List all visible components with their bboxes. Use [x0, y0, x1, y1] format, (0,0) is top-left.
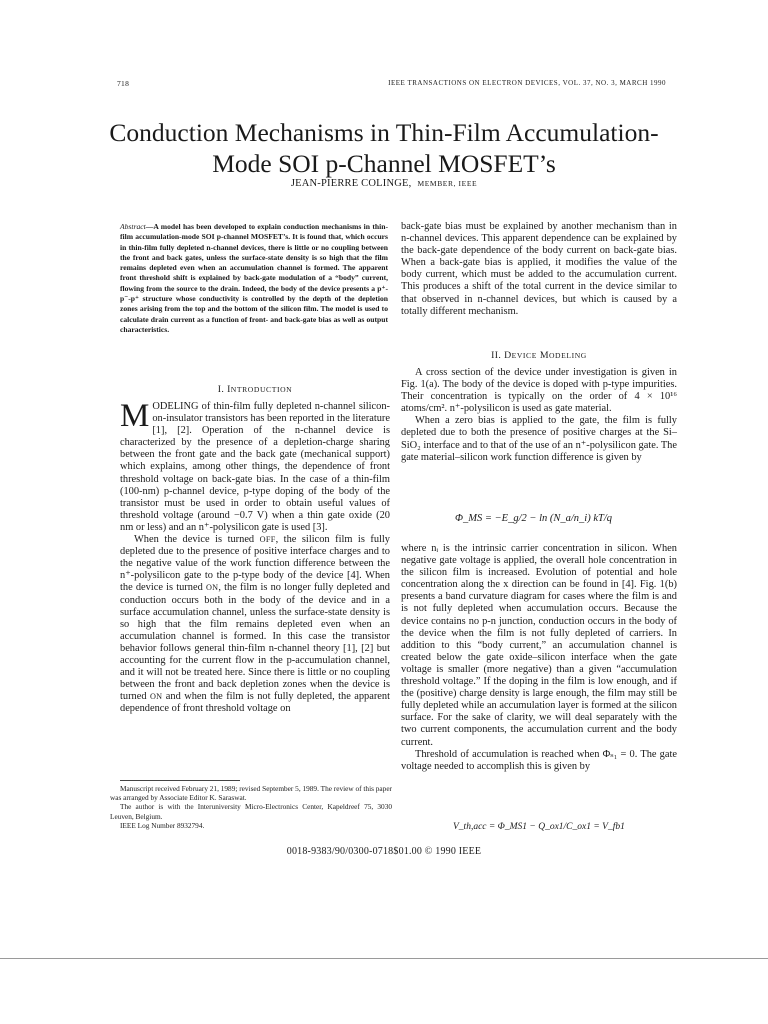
paper-title	[100, 117, 668, 179]
modeling-paragraph-2: When a zero bias is applied to the gate, the film is fully depleted due to both the presence of positive charges at the Si–SiO₂ interface and to that of the use of an n⁺-polysilicon gate. The gate material–silicon work function difference is given by	[401, 415, 677, 463]
intro-p2-on-1: ON	[205, 583, 219, 593]
author-name: JEAN-PIERRE COLINGE,	[290, 178, 412, 189]
title-line-2: Mode SOI p-Channel MOSFET’s	[212, 149, 556, 179]
section-title-rest: EVICE	[511, 351, 537, 360]
section-heading-introduction	[120, 384, 390, 395]
intro-paragraph-1-text: ODELING of thin-film fully depleted n-channel silicon-on-insulator transistors has been reported in the literature [1], [2]. Operation of the n-channel device is characterized by the presence of a depletion-charge sharing between the front gate and the back gate (mechanical support) which explains, among other things, the dependence of front threshold voltage on back-gate bias. In the case of a thin-film (100-nm) p-channel device, p-type doping of the body of the transistor must be used in order to obtain useful values of threshold voltage (around −0.7 V) when a thin gate oxide (20 nm or less) and an n⁺-polysilicon gate is used [3].	[120, 401, 390, 533]
section-numeral: I.	[217, 384, 225, 395]
intro-paragraph-2	[120, 534, 390, 715]
footnote-affiliation: The author is with the Interuniversity Micro-Electronics Center, Kapeldreef 75, 3030 Leuven, Belgium.	[110, 802, 392, 821]
section-title-initial: D	[504, 350, 512, 361]
abstract-body: —A model has been developed to explain conduction mechanisms in thin-film accumulation-mode SOI p-channel MOSFET’s. It is found that, which occurs in thin-film fully depleted n-channel devices, there is little or no coupling between the front and back gates, unless the surface-state density is so high that the film remains depleted even when an accumulation channel is formed. The apparent front threshold shift is explained by back-gate modulation of a “body” current, flowing from the source to the drain. Indeed, the body of the device presents a p⁺-p⁻-p⁺ structure whose conductivity is controlled by the depth of the depletion zones arising from the top and the bottom of the silicon film. The model is used to calculate drain current as a function of front- and back-gate bias as well as output characteristics.	[120, 222, 388, 334]
author-line	[0, 178, 768, 189]
drop-cap: M	[120, 398, 150, 434]
modeling-paragraph-3: where nᵢ is the intrinsic carrier concentration in silicon. When negative gate voltage is applied, the overall hole concentration in the silicon film is increased. Evolution of potential and hole concentration along the x direction can be found in [4]. Fig. 1(b) presents a band curvature diagram for cases where the film is and is not fully depleted when accumulation occurs. Because the device contains no p-n junction, conduction occurs in the body of the device when the film is not fully depleted of carriers. In addition to this “body current,” an accumulation channel is created below the gate oxide–silicon interface when the gate voltage is smaller (more negative) than a given “accumulation threshold voltage.” If the doping in the film is low enough, and if the (positive) charge density is large enough, the film may still be fully depleted while an accumulation layer is formed at the silicon surface. For the sake of clarity, we will deal separately with the two current components, the accumulation current and the body current.	[401, 543, 677, 748]
modeling-paragraph-1: A cross section of the device under investigation is given in Fig. 1(a). The body of the device is doped with p-type impurities. Their concentration is typically on the order of 4 × 10¹⁶ atoms/cm². n⁺-polysilicon is used as gate material.	[401, 367, 677, 415]
section-numeral: II.	[491, 350, 502, 361]
running-header: IEEE TRANSACTIONS ON ELECTRON DEVICES, VOL. 37, NO. 3, MARCH 1990	[388, 79, 666, 87]
section-title-rest: NTRODUCTION	[230, 385, 293, 394]
equation-work-function: Φ_MS = −E_g/2 − ln (N_a/n_i) kT/q	[455, 513, 612, 524]
section-heading-device-modeling	[401, 350, 677, 361]
title-line-1: Conduction Mechanisms in Thin-Film Accumulation-	[109, 118, 659, 148]
scan-edge-line	[0, 958, 768, 959]
equation-accumulation-threshold: V_th,acc = Φ_MS1 − Q_ox1/C_ox1 = V_fb1	[453, 822, 625, 832]
right-paragraph-cont: back-gate bias must be explained by another mechanism than in n-channel devices. This apparent dependence can be explained by the back-gate dependence of the body current on back-gate bias. When a back-gate bias is applied, it modifies the value of the body current, which must be added to the accumulation current. This produces a shift of the total current in the device similar to that observed in n-channel devices, but which is caused by a totally different mechanism.	[401, 221, 677, 317]
intro-paragraph-1	[120, 398, 390, 534]
intro-p2-on-2: ON	[149, 692, 163, 702]
intro-p2-text-a: When the device is turned	[134, 534, 260, 546]
section-title-initial: M	[539, 350, 549, 361]
footnote-log-number: IEEE Log Number 8932794.	[120, 820, 205, 830]
intro-p2-text-d: and when the film is not fully depleted, the apparent dependence of front threshold voltage on	[120, 691, 390, 715]
page-number: 718	[117, 79, 130, 88]
footnote-rule	[120, 780, 240, 781]
author-membership: MEMBER, IEEE	[417, 179, 478, 188]
right-column-body-b	[401, 543, 677, 773]
left-column-body	[120, 398, 390, 715]
right-column-body-a	[401, 367, 677, 464]
right-column-continuation	[401, 221, 677, 318]
footnote-manuscript: Manuscript received February 21, 1989; revised September 5, 1989. The review of this paper was arranged by Associate Editor K. Saraswat.	[110, 784, 392, 803]
section-title-initial: I	[227, 384, 231, 395]
intro-p2-off: OFF	[259, 535, 276, 545]
abstract-lead: Abstract	[120, 222, 146, 231]
modeling-paragraph-4: Threshold of accumulation is reached when Φₛ₁ = 0. The gate voltage needed to accomplish this is given by	[401, 748, 677, 772]
intro-p2-text-c: , the film is no longer fully depleted and conduction occurs both in the body of the device and in a surface accumulation channel, unless the surface-state density is so high that the film remains depleted even when an accumulation channel is formed. In this case the transistor behavior follows general thin-film n-channel theory [1], [2] but accounting for the current flow in the p-accumulation channel, and it will not be treated here. Since there is little or no coupling between the front and back depletion zones when the device is turned	[120, 582, 390, 703]
abstract	[120, 222, 388, 335]
footnote	[110, 784, 392, 830]
intro-p2-text-b: , the silicon film is fully depleted due to the presence of positive interface charges and to the negative value of the work function difference between the n⁺-polysilicon gate to the p-type body of the device [4]. When the device is turned	[120, 534, 390, 594]
section-title-rest: ODELING	[548, 351, 587, 360]
copyright-line: 0018-9383/90/0300-0718$01.00 © 1990 IEEE	[286, 846, 482, 857]
